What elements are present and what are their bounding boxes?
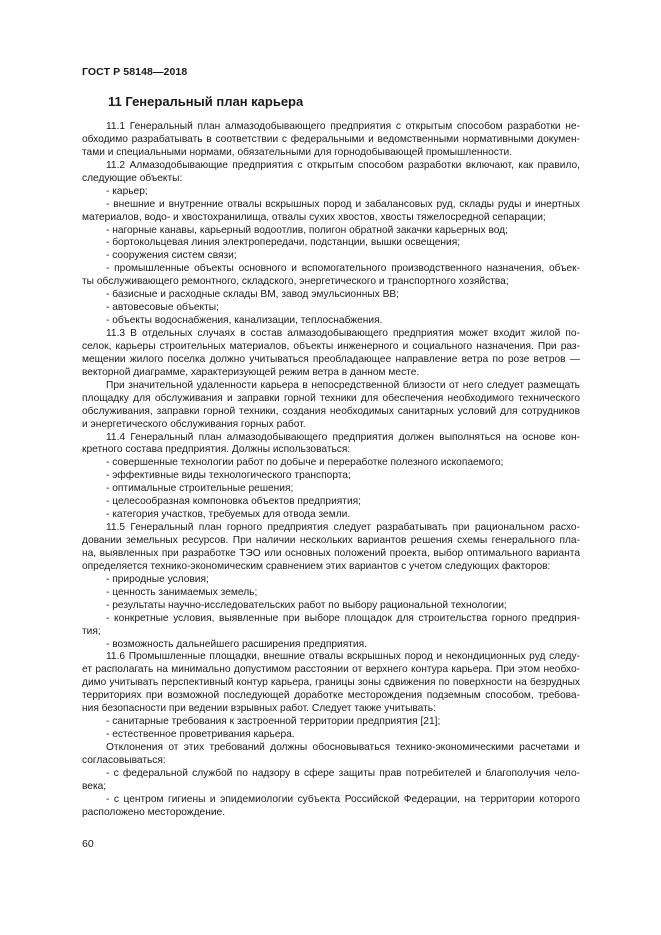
text-line: согласовываться: xyxy=(82,754,166,766)
text-line: - ценность занимаемых земель; xyxy=(106,586,258,598)
text-line: ты обслуживающего ремонтного, складского, энергетического и транспортного хозяйства; xyxy=(82,276,509,288)
text-line: материалов, водо- и хвостохранилища, отвалы сухих хвостов, хвосты тяжелосредной сепарации; xyxy=(82,211,546,223)
text-line: кретного состава предприятия. Должны использоваться: xyxy=(82,444,351,456)
text-line: - объекты водоснабжения, канализации, теплоснабжения. xyxy=(106,315,383,327)
text-line: определяется технико-экономическим сравнением этих вариантов с учетом следующих факторов: xyxy=(82,560,551,572)
text-line: расположено месторождение. xyxy=(82,806,226,818)
text-line: тами и специальными нормами, обязательными для горнодобывающей промышленности. xyxy=(82,146,513,158)
section-body xyxy=(82,121,580,820)
text-line: территориях при возможной последующей доработке месторождения подземным способом, требова- xyxy=(82,690,580,702)
text-line: - санитарные требования к застроенной территории предприятия [21]; xyxy=(106,716,441,728)
text-line: - с центром гигиены и эпидемиологии субъекта Российской Федерации, на территории которого xyxy=(106,793,580,805)
text-line: - нагорные канавы, карьерный водоотлив, полигон обратной закачки карьерных вод; xyxy=(106,224,508,236)
text-line: 11.2 Алмазодобывающие предприятия с открытым способом разработки включают, как правило, xyxy=(106,159,580,171)
text-line: площадку для обслуживания и заправки горной техники для обеспечения необходимого технического xyxy=(82,392,580,404)
text-line: ет располагать на минимально допустимом расстоянии от верхнего контура карьера. При этом необхо- xyxy=(82,664,580,676)
text-line: ния безопасности при ведении взрывных работ. Следует также учитывать: xyxy=(82,703,436,715)
page-number: 60 xyxy=(82,838,94,850)
text-line: - автовесовые объекты; xyxy=(106,302,219,314)
text-line: мещении жилого поселка должно учитываться преобладающее направление ветра по розе ветров — xyxy=(82,353,580,365)
text-line: - эффективные виды технологического транспорта; xyxy=(106,470,351,482)
text-line: 11.1 Генеральный план алмазодобывающего предприятия с открытым способом разработки не- xyxy=(106,121,580,132)
text-line: - сооружения систем связи; xyxy=(106,250,237,262)
text-line: обходимо разрабатывать в соответствии с федеральными и ведомственными нормативными докумен- xyxy=(82,133,580,145)
text-line: - бортокольцевая линия электропередачи, подстанции, вышки освещения; xyxy=(106,237,461,249)
text-line: - совершенные технологии работ по добыче и переработке полезного ископаемого; xyxy=(106,457,504,469)
text-line: - конкретные условия, выявленные при выборе площадок для строительства горного предприя- xyxy=(106,612,580,624)
text-line: следующие объекты: xyxy=(82,172,183,184)
text-line: - целесообразная компоновка объектов предприятия; xyxy=(106,496,361,508)
text-line: - внешние и внутренние отвалы вскрышных пород и забалансовых руд, склады руды и инертных xyxy=(106,198,580,210)
text-line: - оптимальные строительные решения; xyxy=(106,483,294,495)
text-line: векторной диаграмме, характеризующей режим ветра в данном месте. xyxy=(82,366,420,378)
standard-designation: ГОСТ Р 58148—2018 xyxy=(82,66,188,78)
text-line: 11.6 Промышленные площадки, внешние отвалы вскрышных пород и некондиционных руд следу- xyxy=(106,651,580,663)
text-line: 11.4 Генеральный план алмазодобывающего предприятия должен выполняться на основе кон- xyxy=(106,431,580,443)
section-heading: 11 Генеральный план карьера xyxy=(108,94,304,109)
text-line: тия; xyxy=(82,625,101,637)
text-line: селок, карьеры строительных материалов, объекты инженерного и социального назначения. При раз- xyxy=(82,340,580,352)
text-line: - возможность дальнейшего расширения предприятия. xyxy=(106,638,367,650)
text-line: 11.3 В отдельных случаях в состав алмазодобывающего предприятия может входит жилой по- xyxy=(106,328,580,339)
text-line: века; xyxy=(82,780,107,792)
text-line: - естественное проветривания карьера. xyxy=(106,729,295,741)
text-line: - промышленные объекты основного и вспомогательного производственного назначения, объек- xyxy=(106,263,580,275)
text-line: довании земельных ресурсов. При наличии нескольких вариантов решения схемы генерального пла- xyxy=(82,535,580,546)
text-line: обслуживания, заправки горной техники, создания необходимых санитарных условий для сотрудников xyxy=(82,405,580,417)
text-line: и энергетического обслуживания горных работ. xyxy=(82,418,306,430)
text-line: на, выявленных при разработке ТЭО или основных положений проекта, выбор оптимального варианта xyxy=(82,547,580,559)
text-line: - категория участков, требуемых для отвода земли. xyxy=(106,509,351,521)
text-line: - карьер; xyxy=(106,185,148,197)
text-line: - природные условия; xyxy=(106,573,209,585)
text-line: - с федеральной службой по надзору в сфере защиты прав потребителей и благополучия чело- xyxy=(106,767,580,779)
text-line: Отклонения от этих требований должны обосновываться технико-экономическими расчетами и xyxy=(106,742,580,753)
text-line: - результаты научно-исследовательских работ по выбору рациональной технологии; xyxy=(106,599,507,611)
text-line: - базисные и расходные склады ВМ, завод эмульсионных ВВ; xyxy=(106,289,400,301)
text-line: При значительной удаленности карьера в непосредственной близости от него следует размещать xyxy=(106,379,580,391)
text-line: димо учитывать перспективный контур карьера, границы зоны сдвижения по поверхности на безрудных xyxy=(82,677,580,689)
text-line: 11.5 Генеральный план горного предприятия следует разрабатывать при рациональном расхо- xyxy=(106,522,580,534)
